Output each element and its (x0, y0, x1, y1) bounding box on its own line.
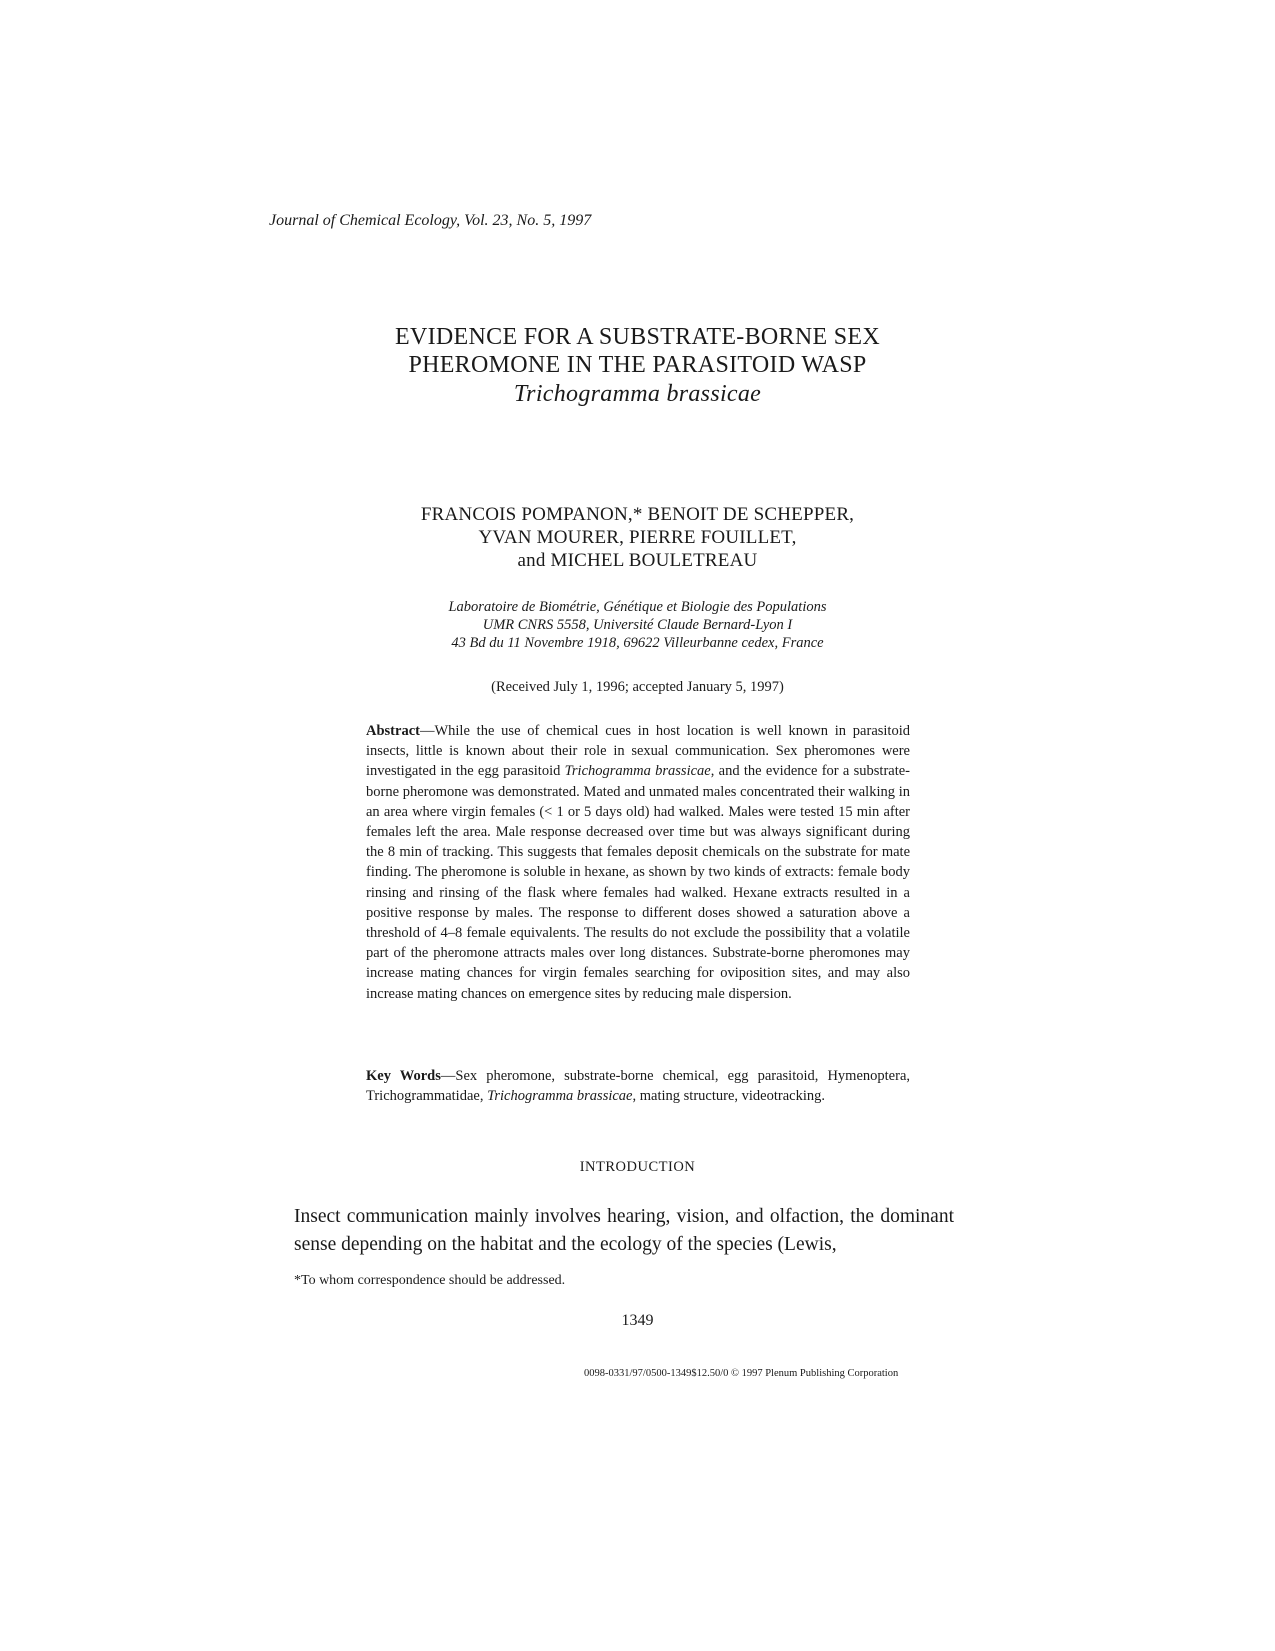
abstract-species-name: Trichogramma brassicae (564, 763, 711, 780)
keywords-text-part-2: , mating structure, videotracking. (632, 1088, 825, 1105)
introduction-paragraph: Insect communication mainly involves hearing, vision, and olfaction, the dominant sense depending on the habitat and the ecology of the species (Lewis, (294, 1206, 954, 1255)
section-heading-introduction: INTRODUCTION (579, 1159, 696, 1175)
page-number: 1349 (621, 1312, 654, 1329)
authors-line-1: FRANCOIS POMPANON,* BENOIT DE SCHEPPER, (420, 504, 855, 525)
author-list (0, 503, 1275, 572)
footnote: *To whom correspondence should be addressed. (294, 1273, 566, 1288)
affiliation-line-1: Laboratoire de Biométrie, Génétique et Biologie des Populations (448, 599, 827, 615)
title-species-name: Trichogramma brassicae (513, 381, 762, 407)
abstract (366, 721, 910, 1004)
journal-citation: Journal of Chemical Ecology, Vol. 23, No. 5, 1997 (269, 212, 592, 229)
abstract-text-part-2: , and the evidence for a substrate-borne pheromone was demonstrated. Mated and unmated males concentrated their walking in an area where virgin females (< 1 or 5 days old) had walked. Males were tested 15 min after females left the area. Male response decreased over time but was always significant during the 8 min of tracking. This suggests that females deposit chemicals on the substrate for mate finding. The pheromone is soluble in hexane, as shown by two kinds of extracts: female body rinsing and rinsing of the flask where females had walked. Hexane extracts resulted in a positive response by males. The response to different doses showed a saturation above a threshold of 4–8 female equivalents. The results do not exclude the possibility that a volatile part of the pheromone attracts males over long distances. Substrate-borne pheromones may increase mating chances for virgin females searching for oviposition sites, and may also increase mating chances on emergence sites by reducing male dispersion. (366, 763, 911, 1002)
copyright-line: 0098-0331/97/0500-1349$12.50/0 © 1997 Plenum Publishing Corporation (584, 1368, 899, 1379)
keywords-text-part-1: —Sex pheromone, substrate-borne chemical, egg parasitoid, Hymenoptera, Trichogrammatidae, (366, 1068, 910, 1105)
affiliation (0, 598, 1275, 652)
key-words (366, 1066, 910, 1106)
abstract-text-part-1: —While the use of chemical cues in host location is well known in parasitoid insects, little is known about their role in sexual communication. Sex pheromones were investigated in the egg parasitoid (366, 723, 910, 780)
affiliation-line-2: UMR CNRS 5558, Université Claude Bernard-Lyon I (482, 617, 793, 633)
title-line-1: EVIDENCE FOR A SUBSTRATE-BORNE SEX (395, 324, 880, 350)
affiliation-line-3: 43 Bd du 11 Novembre 1918, 69622 Villeurbanne cedex, France (451, 635, 824, 651)
authors-line-2: YVAN MOURER, PIERRE FOUILLET, (478, 527, 797, 548)
keywords-species-name: Trichogramma brassicae (487, 1088, 633, 1105)
abstract-label: Abstract (366, 723, 420, 739)
received-dates: (Received July 1, 1996; accepted January 5, 1997) (491, 679, 784, 695)
keywords-label: Key Words (366, 1068, 441, 1084)
authors-line-3: and MICHEL BOULETREAU (517, 550, 758, 571)
article-title (0, 323, 1275, 409)
title-line-2: PHEROMONE IN THE PARASITOID WASP (408, 352, 867, 378)
